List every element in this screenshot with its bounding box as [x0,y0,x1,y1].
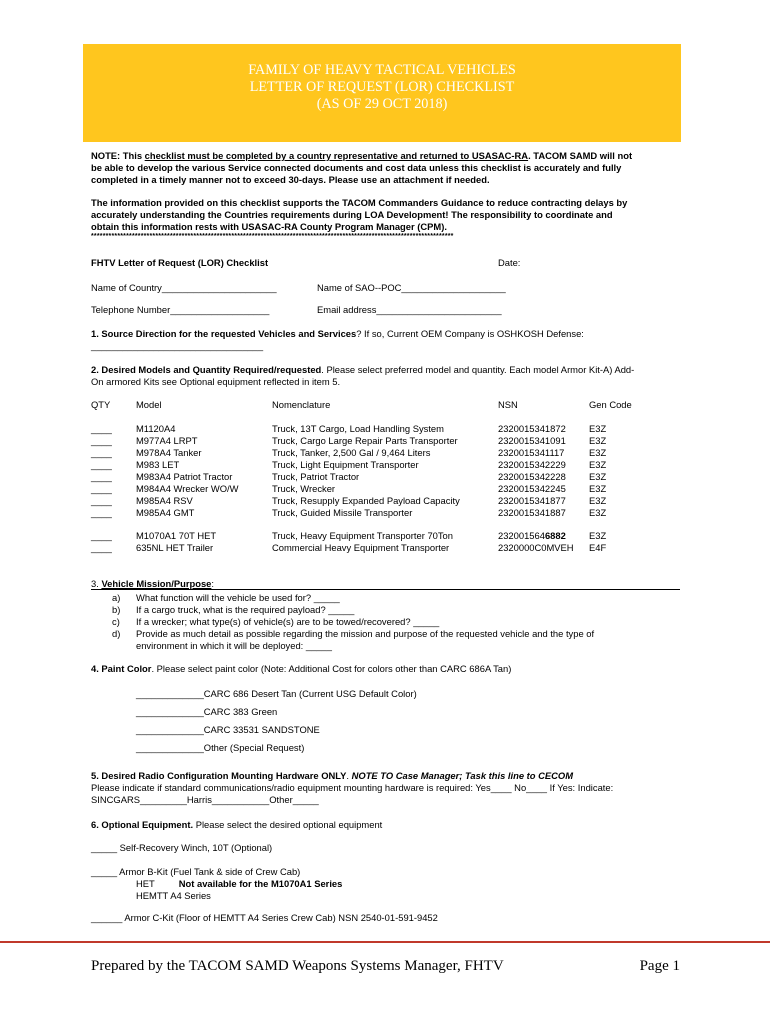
option-self-recovery-winch[interactable]: _____ Self-Recovery Winch, 10T (Optional) [91,842,273,853]
title-line-1: FAMILY OF HEAVY TACTICAL VEHICLES [248,62,516,78]
info-line-3: obtain this information rests with USASAC-RA County Program Manager (CPM). [91,221,447,232]
note-line-3: completed in a timely manner not to exceed 30-days. Please use an attachment if needed. [91,174,490,185]
section-3-colon: : [211,578,214,589]
question-letter: a) [112,592,121,603]
nomenclature-cell: Truck, Heavy Equipment Transporter 70Ton [272,530,453,541]
qty-blank[interactable]: ____ [91,447,112,458]
gen-code-cell: E3Z [589,435,607,446]
nomenclature-cell: Truck, Resupply Expanded Payload Capacity [272,495,460,506]
section-6 [91,819,382,831]
gen-code-cell: E3Z [589,530,607,541]
het-line [136,878,342,890]
nsn-prefix: 2320000C0MVEH [498,542,574,553]
het-note: Not available for the M1070A1 Series [178,878,343,889]
note-underlined: checklist must be completed by a country representative and returned to USASAC-RA [144,150,529,161]
model-cell: M1070A1 70T HET [136,530,217,541]
gen-code-cell: E4F [589,542,607,553]
gen-code-cell: E3Z [589,483,607,494]
section-2-text: . Please select preferred model and quantity. Each model Armor Kit-A) Add- [321,364,635,375]
gen-code-cell: E3Z [589,507,607,518]
section-5 [91,770,573,782]
nsn-cell: 2320015341887 [498,507,566,518]
model-cell: M977A4 LRPT [136,435,198,446]
question-text[interactable]: If a cargo truck, what is the required payload? _____ [136,604,355,615]
col-header-qty: QTY [91,399,111,410]
paint-option-green[interactable]: _____________CARC 383 Green [136,706,278,717]
nsn-cell: 2320015342245 [498,483,566,494]
title-line-3: (AS OF 29 OCT 2018) [316,96,448,112]
qty-blank[interactable]: ____ [91,423,112,434]
section-2 [91,364,634,376]
section-3-title [91,578,214,590]
paint-option-other[interactable]: _____________Other (Special Request) [136,742,305,753]
nsn-cell: 2320015341117 [498,447,565,458]
nsn-cell [498,542,574,554]
date-field[interactable]: Date: [498,257,521,268]
footer-prepared-by: Prepared by the TACOM SAMD Weapons Systems Manager, FHTV [91,958,504,974]
section-3-heading: Vehicle Mission/Purpose [101,578,212,589]
nomenclature-cell: Truck, Tanker, 2,500 Gal / 9,464 Liters [272,447,431,458]
country-field[interactable]: Name of Country______________________ [91,282,277,293]
section-1 [91,328,584,340]
col-header-nomenclature: Nomenclature [272,399,331,410]
model-cell: M985A4 RSV [136,495,193,506]
model-cell: M983A4 Patriot Tractor [136,471,233,482]
note-line-1 [91,150,632,162]
nomenclature-cell: Truck, Cargo Large Repair Parts Transporter [272,435,458,446]
note-label: NOTE: This [91,150,145,161]
radio-hardware-question[interactable]: Please indicate if standard communications/radio equipment mounting hardware is required: Yes____ No____ If Yes: Indicate: [91,782,614,793]
section-3-rule [91,589,680,590]
note-line-2: be able to develop the various Service connected documents and cost data unless this checklist is accurately and fully [91,162,622,173]
question-text[interactable]: Provide as much detail as possible regarding the mission and purpose of the requested vehicle and the type of [136,628,595,639]
sao-poc-field[interactable]: Name of SAO--POC____________________ [317,282,506,293]
section-2-title: 2. Desired Models and Quantity Required/requested [91,364,322,375]
separator-stars: **************************************************************************************************************************** [91,233,454,240]
header-banner [83,44,681,142]
section-6-title: 6. Optional Equipment. [91,819,194,830]
model-cell: M978A4 Tanker [136,447,202,458]
form-title: FHTV Letter of Request (LOR) Checklist [91,257,269,268]
model-cell: M983 LET [136,459,180,470]
model-cell: M985A4 GMT [136,507,195,518]
gen-code-cell: E3Z [589,423,607,434]
section-4-text: . Please select paint color (Note: Additional Cost for colors other than CARC 686A Tan) [151,663,512,674]
model-cell: M1120A4 [136,423,176,434]
gen-code-cell: E3Z [589,447,607,458]
nomenclature-cell: Truck, Guided Missile Transporter [272,507,413,518]
model-cell: 635NL HET Trailer [136,542,214,553]
qty-blank[interactable]: ____ [91,483,112,494]
email-field[interactable]: Email address________________________ [317,304,502,315]
section-5-title: 5. Desired Radio Configuration Mounting Hardware ONLY [91,770,347,781]
nomenclature-cell: Commercial Heavy Equipment Transporter [272,542,450,553]
section-6-text: Please select the desired optional equipment [193,819,383,830]
qty-blank[interactable]: ____ [91,459,112,470]
gen-code-cell: E3Z [589,459,607,470]
info-line-2: accurately understanding the Countries requirements during LOA Development! The responsibility to coordinate and [91,209,613,220]
qty-blank[interactable]: ____ [91,507,112,518]
question-text[interactable]: If a wrecker; what type(s) of vehicle(s) are to be towed/recovered? _____ [136,616,440,627]
section-5-note: NOTE TO Case Manager; Task this line to CECOM [351,770,574,781]
note-rest: . TACOM SAMD will not [528,150,633,161]
question-text[interactable]: What function will the vehicle be used for? _____ [136,592,340,603]
nsn-prefix: 232001564 [498,530,545,541]
footer-page-number: Page 1 [639,958,680,974]
qty-blank[interactable]: ____ [91,495,112,506]
nomenclature-cell: Truck, Light Equipment Transporter [272,459,419,470]
nsn-cell [498,530,566,542]
section-1-blank[interactable]: _________________________________ [91,340,264,351]
info-line-1: The information provided on this checklist supports the TACOM Commanders Guidance to reduce contracting delays by [91,197,628,208]
nomenclature-cell: Truck, Wrecker [272,483,336,494]
col-header-gen-code: Gen Code [589,399,632,410]
paint-option-sandstone[interactable]: _____________CARC 33531 SANDSTONE [136,724,320,735]
option-armor-c-kit[interactable]: ______ Armor C-Kit (Floor of HEMTT A4 Series Crew Cab) NSN 2540-01-591-9452 [91,912,438,923]
section-2-line-2: On armored Kits see Optional equipment reflected in item 5. [91,376,341,387]
col-header-model: Model [136,399,162,410]
telephone-field[interactable]: Telephone Number___________________ [91,304,270,315]
question-letter: d) [112,628,121,639]
question-letter: b) [112,604,121,615]
section-4-title: 4. Paint Color [91,663,152,674]
paint-option-desert-tan[interactable]: _____________CARC 686 Desert Tan (Current USG Default Color) [136,688,417,699]
nsn-cell: 2320015342229 [498,459,566,470]
qty-blank[interactable]: ____ [91,530,112,541]
section-1-title: 1. Source Direction for the requested Vehicles and Services [91,328,357,339]
col-header-nsn: NSN [498,399,518,410]
nsn-cell: 2320015341091 [498,435,566,446]
nsn-cell: 2320015341872 [498,423,566,434]
section-1-text: ? If so, Current OEM Company is OSHKOSH Defense: [356,328,584,339]
het-label: HET [136,878,155,889]
question-d-continued[interactable]: environment in which it will be deployed: _____ [136,640,332,651]
qty-blank[interactable]: ____ [91,542,112,553]
radio-type-fields[interactable]: SINCGARS_________Harris___________Other_____ [91,794,319,805]
nsn-cell: 2320015342228 [498,471,566,482]
nsn-cell: 2320015341877 [498,495,566,506]
nomenclature-cell: Truck, 13T Cargo, Load Handling System [272,423,444,434]
document-title [83,62,681,113]
qty-blank[interactable]: ____ [91,435,112,446]
model-cell: M984A4 Wrecker WO/W [136,483,239,494]
section-3-number: 3. [91,578,102,589]
title-line-2: LETTER OF REQUEST (LOR) CHECKLIST [249,79,515,95]
nomenclature-cell: Truck, Patriot Tractor [272,471,360,482]
gen-code-cell: E3Z [589,471,607,482]
gen-code-cell: E3Z [589,495,607,506]
hemtt-line: HEMTT A4 Series [136,890,211,901]
section-5-dot: . [346,770,352,781]
footer-divider [0,941,770,943]
section-4 [91,663,511,675]
option-armor-b-kit[interactable]: _____ Armor B-Kit (Fuel Tank & side of Crew Cab) [91,866,301,877]
question-letter: c) [112,616,120,627]
nsn-suffix: 6882 [544,530,566,541]
qty-blank[interactable]: ____ [91,471,112,482]
